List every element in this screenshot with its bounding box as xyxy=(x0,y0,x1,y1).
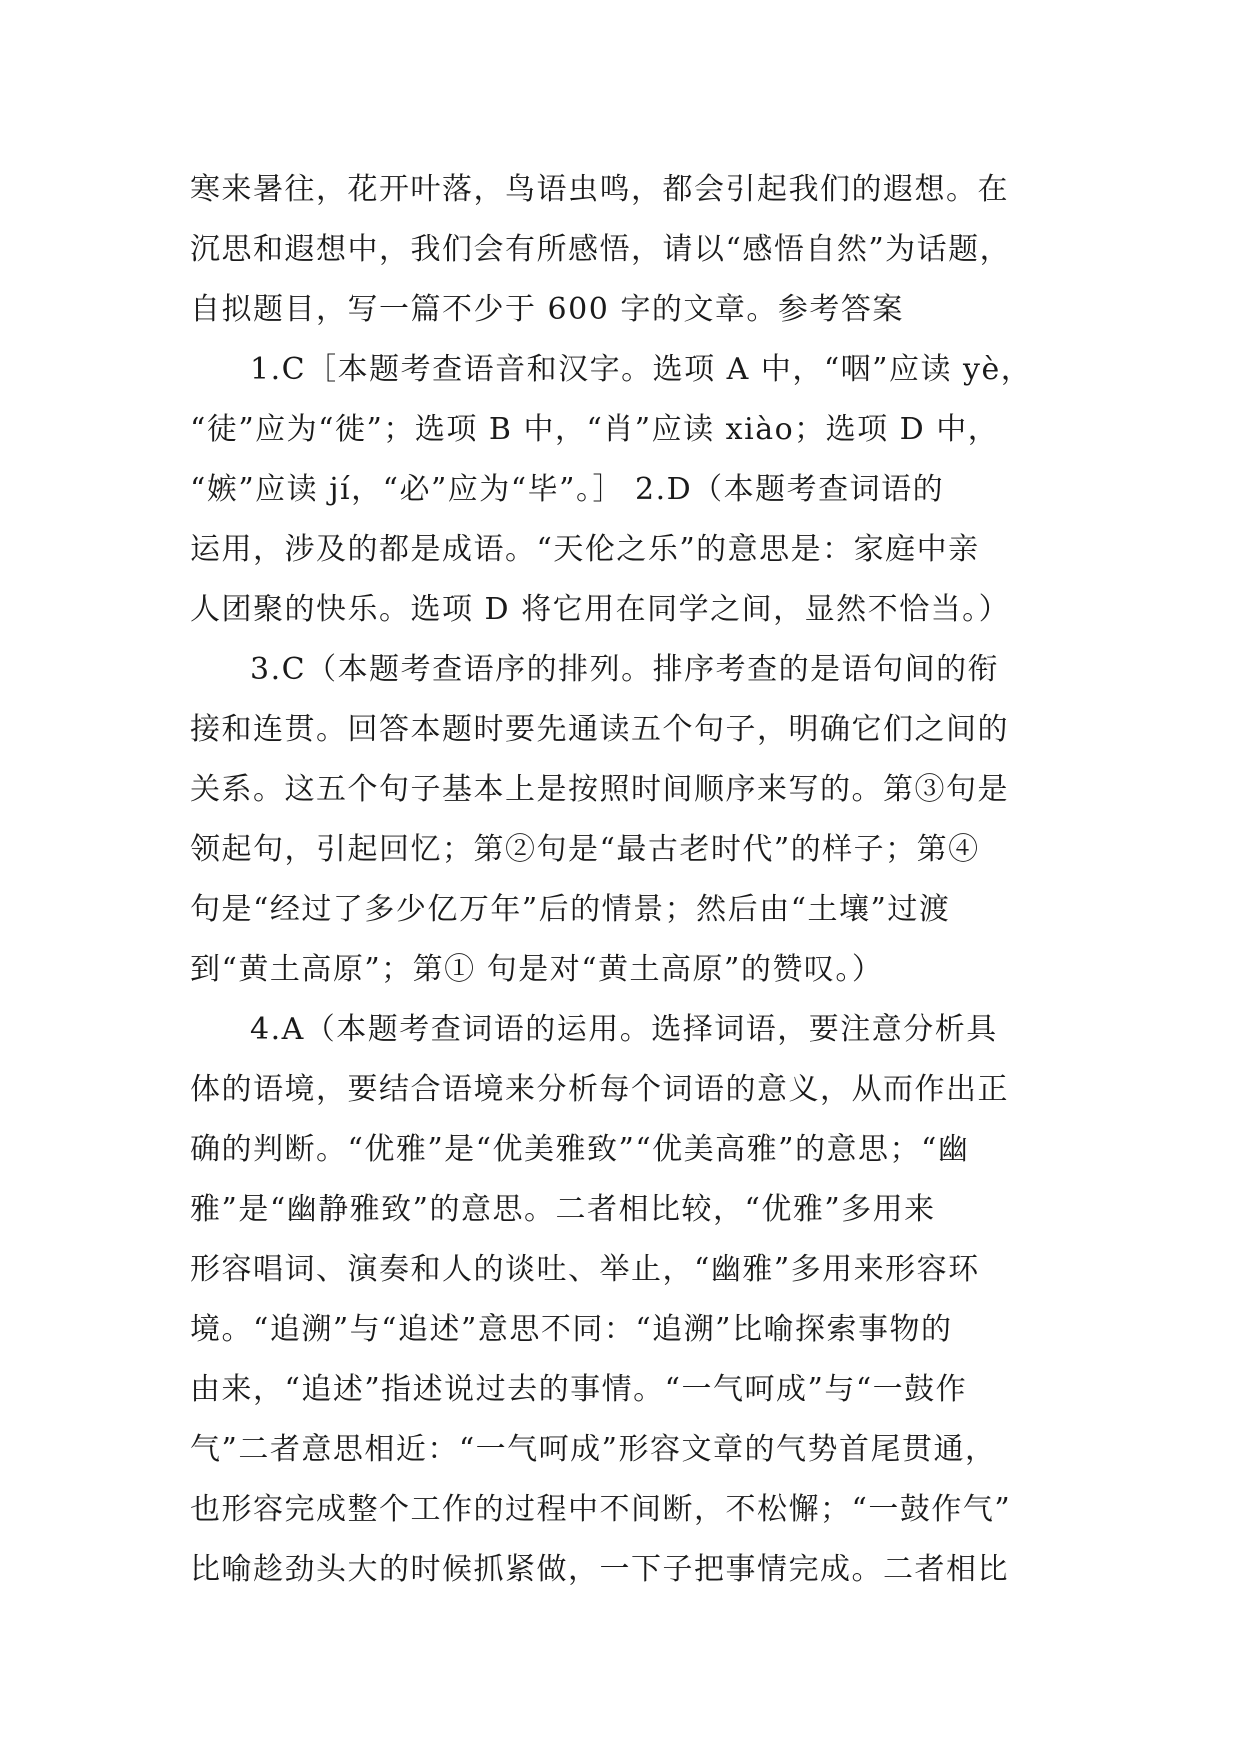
text-line: “嫉”应读 jí，“必”应为“毕”。］ 2.D（本题考查词语的 xyxy=(190,472,945,507)
text-line: “徒”应为“徙”；选项 B 中，“肖”应读 xiào；选项 D 中， xyxy=(190,412,1000,447)
text-line: 形容唱词、演奏和人的谈吐、举止，“幽雅”多用来形容环 xyxy=(190,1252,980,1287)
text-line: 关系。这五个句子基本上是按照时间顺序来写的。第③句是 xyxy=(190,772,1009,807)
text-line: 句是“经过了多少亿万年”后的情景；然后由“土壤”过渡 xyxy=(190,892,951,927)
answer-3-line: 3.C（本题考查语序的排列。排序考查的是语句间的衔 xyxy=(250,652,1000,687)
text-line: 体的语境，要结合语境来分析每个词语的意义，从而作出正 xyxy=(190,1072,1009,1107)
text-line: 也形容完成整个工作的过程中不间断，不松懈；“一鼓作气” xyxy=(190,1492,1012,1527)
text-line: 沉思和遐想中，我们会有所感悟，请以“感悟自然”为话题， xyxy=(190,232,1012,267)
text-line: 到“黄土高原”；第① 句是对“黄土高原”的赞叹。） xyxy=(190,952,884,987)
text-line: 自拟题目，写一篇不少于 600 字的文章。参考答案 xyxy=(190,292,904,327)
text-line: 寒来暑往，花开叶落，鸟语虫鸣，都会引起我们的遐想。在 xyxy=(190,172,1009,207)
body-text xyxy=(190,160,1090,1600)
text-line: 雅”是“幽静雅致”的意思。二者相比较，“优雅”多用来 xyxy=(190,1192,936,1227)
text-line: 运用，涉及的都是成语。“天伦之乐”的意思是：家庭中亲 xyxy=(190,532,980,567)
text-line: 确的判断。“优雅”是“优美雅致”“优美高雅”的意思；“幽 xyxy=(190,1132,970,1167)
answer-4-line: 4.A（本题考查词语的运用。选择词语，要注意分析具 xyxy=(250,1012,998,1047)
text-line: 由来，“追述”指述说过去的事情。“一气呵成”与“一鼓作 xyxy=(190,1372,968,1407)
text-line: 气”二者意思相近：“一气呵成”形容文章的气势首尾贯通， xyxy=(190,1432,997,1467)
answer-1-line: 1.C［本题考查语音和汉字。选项 A 中，“咽”应读 yè， xyxy=(250,352,1033,387)
text-line: 接和连贯。回答本题时要先通读五个句子，明确它们之间的 xyxy=(190,712,1009,747)
text-line: 人团聚的快乐。选项 D 将它用在同学之间，显然不恰当。） xyxy=(190,592,1011,627)
text-line: 境。“追溯”与“追述”意思不同：“追溯”比喻探索事物的 xyxy=(190,1312,953,1347)
text-line: 比喻趁劲头大的时候抓紧做，一下子把事情完成。二者相比 xyxy=(190,1552,1009,1587)
text-line: 领起句，引起回忆；第②句是“最古老时代”的样子；第④ xyxy=(190,832,980,867)
